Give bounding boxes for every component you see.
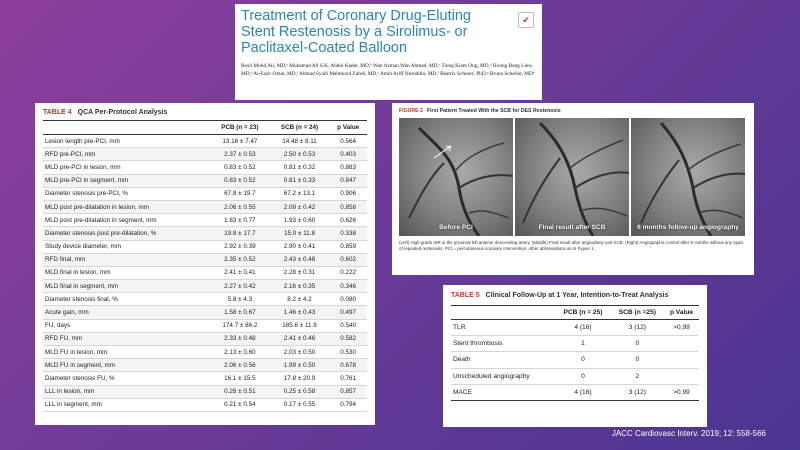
- panel-label: 6 months follow-up angiography: [637, 224, 739, 231]
- figure-number: FIGURE 2: [399, 108, 423, 114]
- column-header: SCB (n = 24): [270, 121, 330, 135]
- table-cell: 1.58 ± 0.67: [210, 306, 270, 319]
- row-label: RFD pre-PCI, mm: [43, 148, 210, 161]
- table-cell: 1.93 ± 0.60: [270, 214, 330, 227]
- angiogram-vessels-image: [399, 118, 513, 236]
- table-row: [43, 319, 367, 332]
- table-cell: 4 (16): [555, 320, 611, 336]
- table-row: [451, 384, 699, 400]
- table-cell: 0.21 ± 0.54: [210, 398, 270, 411]
- table-cell: 17.8 ± 20.9: [270, 372, 330, 385]
- table-cell: 0: [611, 352, 664, 368]
- table-header-row: [43, 121, 367, 135]
- table-row: [43, 227, 367, 240]
- table-cell: 0.81 ± 0.33: [270, 174, 330, 187]
- angiogram-vessels-image: [631, 118, 745, 236]
- table-cell: >0.99: [664, 384, 699, 400]
- clinical-follow-up-table: [451, 305, 699, 401]
- row-label: Diameter stenosis pre-PCI, %: [43, 187, 210, 200]
- table-cell: 67.8 ± 19.7: [210, 187, 270, 200]
- table-row: [43, 174, 367, 187]
- table-cell: 0.540: [329, 319, 367, 332]
- table-row: [451, 336, 699, 352]
- table-cell: 0.81 ± 0.32: [270, 161, 330, 174]
- table-4-caption: [43, 109, 367, 116]
- table-5-title: Clinical Follow-Up at 1 Year, Intention-to-Treat Analysis: [485, 292, 669, 299]
- row-label: MLD pre-PCI in segment, mm: [43, 174, 210, 187]
- table-cell: 0.857: [329, 385, 367, 398]
- table-cell: 2.33 ± 0.48: [210, 332, 270, 345]
- table-cell: 0.346: [329, 280, 367, 293]
- table-cell: 0.761: [329, 372, 367, 385]
- table-row: [43, 148, 367, 161]
- table-row: [43, 398, 367, 411]
- table-cell: 0.28 ± 0.51: [210, 385, 270, 398]
- row-label: Study device diameter, mm: [43, 240, 210, 253]
- column-header: [43, 121, 210, 135]
- column-header: PCB (n = 23): [210, 121, 270, 135]
- table-cell: 0.338: [329, 227, 367, 240]
- table-cell: 2.27 ± 0.42: [210, 280, 270, 293]
- table-cell: 0.17 ± 0.55: [270, 398, 330, 411]
- table-cell: 2.13 ± 0.60: [210, 346, 270, 359]
- table-cell: 1.46 ± 0.43: [270, 306, 330, 319]
- table-cell: 0: [611, 336, 664, 352]
- column-header: [451, 306, 555, 320]
- table-cell: 2.35 ± 0.52: [210, 253, 270, 266]
- row-label: Diameter stenosis FU, %: [43, 372, 210, 385]
- table-cell: 15.0 ± 11.8: [270, 227, 330, 240]
- table-row: [451, 320, 699, 336]
- table-cell: 2.28 ± 0.31: [270, 266, 330, 279]
- table-cell: 2.41 ± 0.41: [210, 266, 270, 279]
- angiogram-6-month-follow-up: [631, 118, 745, 236]
- table-cell: 0.25 ± 0.58: [270, 385, 330, 398]
- table-cell: 185.6 ± 11.9: [270, 319, 330, 332]
- table-cell: 2.16 ± 0.35: [270, 280, 330, 293]
- column-header: p Value: [329, 121, 367, 135]
- row-label: Unscheduled angiography: [451, 368, 555, 384]
- angiogram-vessels-image: [515, 118, 629, 236]
- table-cell: 5.8 ± 4.3: [210, 293, 270, 306]
- row-label: MACE: [451, 384, 555, 400]
- table-5-number: TABLE 5: [451, 292, 480, 299]
- table-cell: [664, 336, 699, 352]
- table-cell: 0.906: [329, 187, 367, 200]
- table-row: [43, 200, 367, 213]
- table-5-caption: [451, 292, 699, 299]
- table-row: [43, 385, 367, 398]
- table-cell: 0.582: [329, 332, 367, 345]
- table-cell: 14.48 ± 8.11: [270, 135, 330, 148]
- table-cell: 67.2 ± 13.1: [270, 187, 330, 200]
- figure-legend: (Left) High-grade ISR in the proximal left anterior descending artery. (Middle) Final result after angioplasty and SCB. (Right) Angiographic control after 6 months without any signs of repeated restenosis. PCI = percutaneous coronary intervention; other abbreviations as in Figure 1.: [399, 240, 744, 251]
- table-cell: 2.43 ± 0.48: [270, 253, 330, 266]
- table-cell: 0: [555, 368, 611, 384]
- table-row: [43, 372, 367, 385]
- column-header: PCB (n = 25): [555, 306, 611, 320]
- panel-label: Final result after SCB: [538, 224, 606, 231]
- table-cell: 0.794: [329, 398, 367, 411]
- table-cell: 1.83 ± 0.77: [210, 214, 270, 227]
- row-label: MLD post pre-dilatation in lesion, mm: [43, 200, 210, 213]
- table-cell: 2.06 ± 0.55: [210, 200, 270, 213]
- column-header: p Value: [664, 306, 699, 320]
- table-cell: 0: [555, 352, 611, 368]
- table-cell: 19.8 ± 17.7: [210, 227, 270, 240]
- table-cell: 4 (16): [555, 384, 611, 400]
- table-cell: >0.99: [664, 320, 699, 336]
- table-cell: 2.09 ± 0.42: [270, 200, 330, 213]
- table-row: [43, 214, 367, 227]
- table-row: [43, 161, 367, 174]
- table-cell: [664, 368, 699, 384]
- table-cell: 0.859: [329, 240, 367, 253]
- table-5-panel: [443, 285, 707, 427]
- table-cell: 0.83 ± 0.52: [210, 161, 270, 174]
- table-cell: 0.883: [329, 161, 367, 174]
- table-cell: 0.602: [329, 253, 367, 266]
- table-row: [43, 280, 367, 293]
- table-cell: 13.16 ± 7.47: [210, 135, 270, 148]
- row-label: Stent thrombosis: [451, 336, 555, 352]
- table-cell: 2.06 ± 0.56: [210, 359, 270, 372]
- table-cell: 3 (12): [611, 320, 664, 336]
- table-cell: 2: [611, 368, 664, 384]
- table-row: [43, 253, 367, 266]
- table-row: [43, 135, 367, 148]
- paper-title-panel: [235, 4, 542, 100]
- table-cell: 0.222: [329, 266, 367, 279]
- table-cell: 0.497: [329, 306, 367, 319]
- row-label: Diameter stenosis post pre-dilatation, %: [43, 227, 210, 240]
- table-cell: 0.858: [329, 200, 367, 213]
- row-label: MLD final in lesion, mm: [43, 266, 210, 279]
- table-row: [43, 359, 367, 372]
- row-label: MLD pre-PCI in lesion, mm: [43, 161, 210, 174]
- table-row: [43, 240, 367, 253]
- row-label: LLL in lesion, mm: [43, 385, 210, 398]
- table-row: [43, 306, 367, 319]
- table-row: [43, 187, 367, 200]
- angiogram-after-scb: [515, 118, 629, 236]
- table-4-number: TABLE 4: [43, 109, 72, 116]
- row-label: Lesion length pre-PCI, mm: [43, 135, 210, 148]
- table-cell: 2.03 ± 0.50: [270, 346, 330, 359]
- row-label: LLL in segment, mm: [43, 398, 210, 411]
- table-cell: 2.92 ± 0.39: [210, 240, 270, 253]
- panel-label: Before PCI: [439, 224, 473, 231]
- table-row: [451, 368, 699, 384]
- row-label: Diameter stenosis final, %: [43, 293, 210, 306]
- table-cell: 0.626: [329, 214, 367, 227]
- table-cell: 0.83 ± 0.52: [210, 174, 270, 187]
- row-label: TLR: [451, 320, 555, 336]
- crossmark-icon[interactable]: ✔: [518, 12, 534, 28]
- table-row: [43, 293, 367, 306]
- paper-title: Treatment of Coronary Drug-Eluting Stent Restenosis by a Sirolimus- or Paclitaxel-Coated Balloon: [241, 8, 471, 56]
- row-label: MLD FU in segment, mm: [43, 359, 210, 372]
- table-row: [451, 352, 699, 368]
- column-header: SCB (n =25): [611, 306, 664, 320]
- row-label: RFD FU, mm: [43, 332, 210, 345]
- table-header-row: [451, 306, 699, 320]
- table-4-title: QCA Per-Protocol Analysis: [77, 109, 168, 116]
- table-cell: 0.564: [329, 135, 367, 148]
- table-cell: 2.37 ± 0.53: [210, 148, 270, 161]
- table-cell: 3 (12): [611, 384, 664, 400]
- table-cell: 0.530: [329, 346, 367, 359]
- row-label: MLD FU in lesion, mm: [43, 346, 210, 359]
- angiogram-before-pci: [399, 118, 513, 236]
- table-cell: 0.847: [329, 174, 367, 187]
- row-label: Acute gain, mm: [43, 306, 210, 319]
- table-row: [43, 332, 367, 345]
- figure-title: First Patient Treated With the SCB for DES Restenosis: [426, 108, 561, 114]
- table-cell: 0.403: [329, 148, 367, 161]
- table-cell: 2.41 ± 0.46: [270, 332, 330, 345]
- table-row: [43, 266, 367, 279]
- qca-table: [43, 120, 367, 412]
- table-4-panel: [35, 103, 375, 425]
- figure-2-panel: [392, 103, 754, 275]
- table-cell: 8.2 ± 4.2: [270, 293, 330, 306]
- table-cell: 174.7 ± 86.2: [210, 319, 270, 332]
- table-row: [43, 346, 367, 359]
- citation: JACC Cardiovasc Interv. 2019; 12: 558-566: [611, 429, 766, 438]
- table-cell: 2.50 ± 0.53: [270, 148, 330, 161]
- table-cell: 16.1 ± 15.5: [210, 372, 270, 385]
- row-label: FU, days: [43, 319, 210, 332]
- author-list: Rosli Mohd Ali, MD,ᵃ Muhamad Ali S.K. Abdul Kader, MD,ᵇ Wan Azman Wan Ahmad, MD,ᶜ Tiong Kiam Ong, MD,ᵈ Houng Bang Liew, MD,ᵉ Al-Fazir Omar, MD,ᶠ Ahmad Syadi Mahmood Zuhdi, MD,ᶜ Amin Ariff Nuruddin, MD,ᶠ Beatrix Schnorr, PhD,ᵍ Bruno Scheller, MDʰ: [241, 63, 535, 78]
- row-label: MLD post pre-dilatation in segment, mm: [43, 214, 210, 227]
- row-label: Death: [451, 352, 555, 368]
- table-cell: 2.90 ± 0.41: [270, 240, 330, 253]
- table-cell: 0.678: [329, 359, 367, 372]
- table-cell: 0.080: [329, 293, 367, 306]
- row-label: MLD final in segment, mm: [43, 280, 210, 293]
- table-cell: 1: [555, 336, 611, 352]
- figure-caption: [399, 108, 747, 114]
- table-cell: 1.99 ± 0.50: [270, 359, 330, 372]
- row-label: RFD final, mm: [43, 253, 210, 266]
- table-cell: [664, 352, 699, 368]
